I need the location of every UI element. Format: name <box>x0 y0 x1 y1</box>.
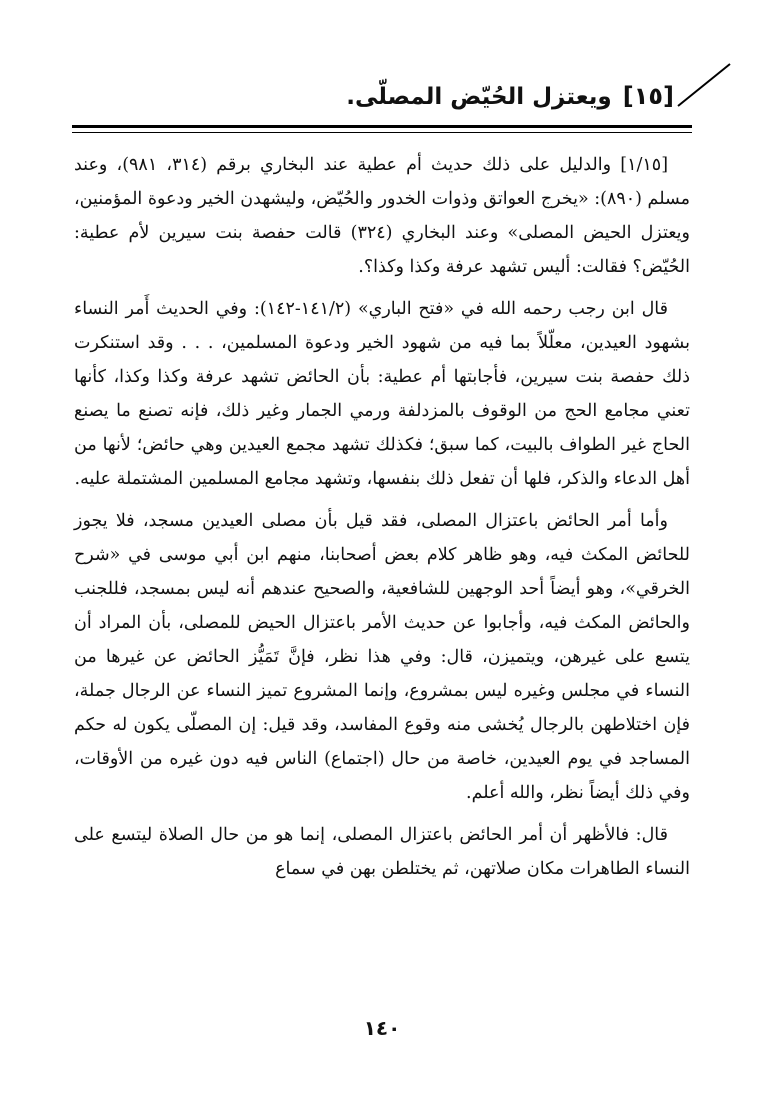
section-number: [١٥] <box>622 82 674 110</box>
body-text <box>74 148 690 894</box>
section-header <box>346 82 674 122</box>
paragraph-ibn-rajab: قال ابن رجب رحمه الله في «فتح الباري» (١٤١/٢-١٤٢): وفي الحديث أَمر النساء بشهود العيدين، معلّلاً بما فيه من شهود الخير ودعوة المسلمين، . . . وقد استنكرت ذلك حفصة بنت سيرين، فأجابتها أم عطية: بأن الحائض تشهد عرفة وكذا وكذا، كأنها تعني مجامع الحج من الوقوف بالمزدلفة ورمي الجمار وغير ذلك، فإنه تصنع ما يصنع الحاج غير الطواف بالبيت، كما سبق؛ فكذلك تشهد مجمع العيدين وهي حائض؛ لأنها من أهل الدعاء والذكر، فلها أن تفعل ذلك بنفسها، وتشهد مجامع المسلمين المشتملة عليه. <box>74 299 690 489</box>
page-number: ١٤٠ <box>363 1016 401 1040</box>
paragraph-musalla-ruling: وأما أمر الحائض باعتزال المصلى، فقد قيل بأن مصلى العيدين مسجد، فلا يجوز للحائض المكث فيه، وهو ظاهر كلام بعض أصحابنا، منهم ابن أبي موسى في «شرح الخرقي»، وهو أيضاً أحد الوجهين للشافعية، والصحيح عندهم أنه ليس بمسجد، فللجنب والحائض المكث فيه، وأجابوا عن حديث الأمر باعتزال الحيض للمصلى، بأن المراد أن يتسع على غيرهن، ويتميزن، قال: وفي هذا نظر، فإنَّ تَمَيُّز الحائض عن غيرها من النساء في مجلس وغيره ليس بمشروع، وإنما المشروع تميز النساء عن الرجال جملة، فإن اختلاطهن بالرجال يُخشى منه وقوع المفاسد، وقد قيل: إن المصلّى يكون له حكم المساجد في يوم العيدين، خاصة من حال (اجتماع) الناس فيه دون غيره من الأوقات، وفي ذلك أيضاً نظر، والله أعلم. <box>74 511 690 803</box>
header-rule-thin <box>72 132 692 133</box>
corner-slash-mark <box>676 62 732 108</box>
paragraph-conclusion: قال: فالأظهر أن أمر الحائض باعتزال المصلى، إنما هو من حال الصلاة ليتسع على النساء الطاهرات مكان صلاتهن، ثم يختلطن بهن في سماع <box>74 825 690 879</box>
header-rule-thick <box>72 125 692 128</box>
section-title: ويعتزل الحُيّض المصلّى. <box>346 84 612 110</box>
paragraph-evidence: [١/١٥] والدليل على ذلك حديث أم عطية عند البخاري برقم (٣١٤، ٩٨١)، وعند مسلم (٨٩٠): «يخرج العواتق وذوات الخدور والحُيّض، وليشهدن الخير ودعوة المؤمنين، ويعتزل الحيض المصلى» وعند البخاري (٣٢٤) قالت حفصة بنت سيرين لأم عطية: الحُيّض؟ فقالت: أليس تشهد عرفة وكذا وكذا؟. <box>74 155 690 277</box>
